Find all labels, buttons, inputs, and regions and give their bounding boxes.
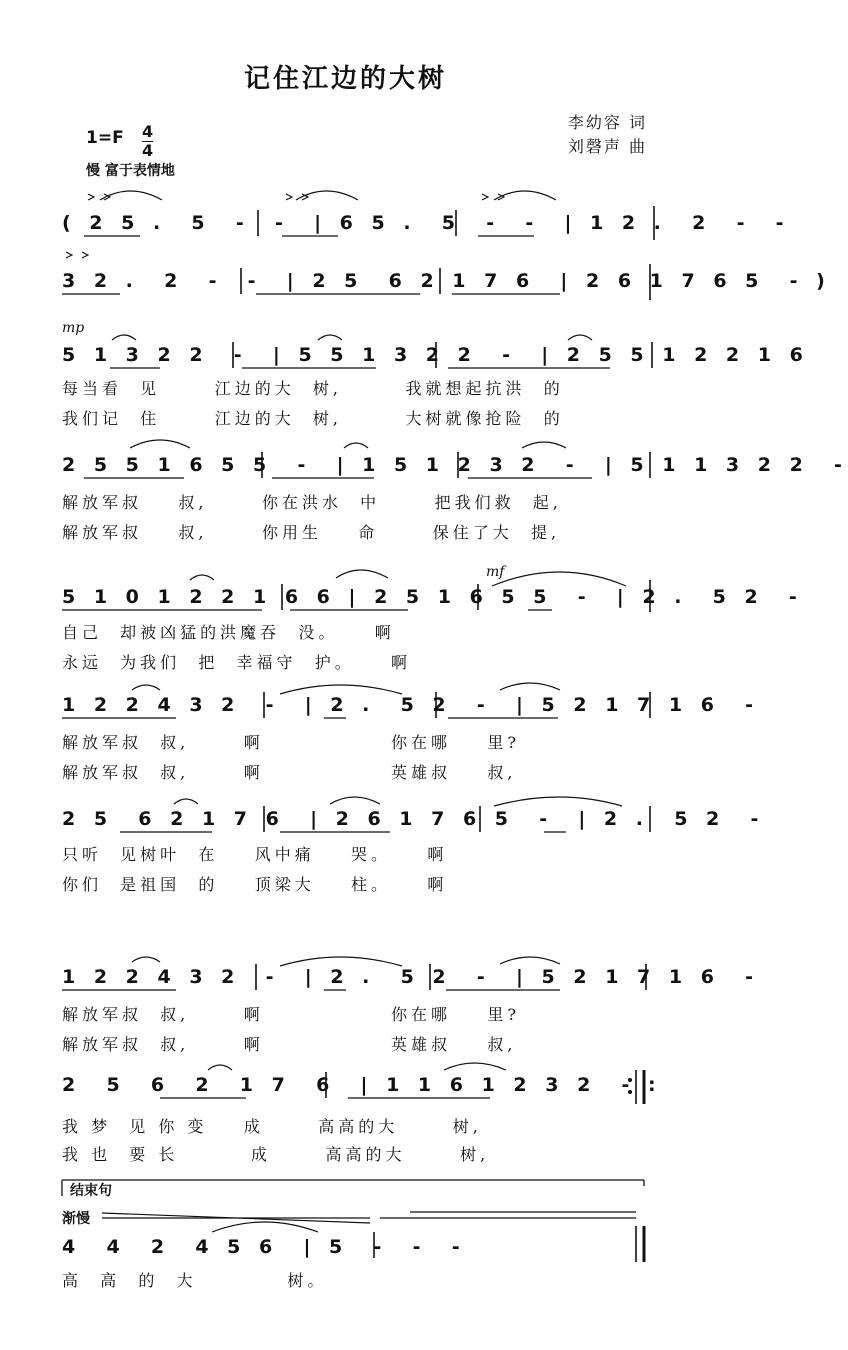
lyrics-system-3-verse-2: 我们记 住 江边的大 树, 大树就像抢险 的 <box>62 409 564 428</box>
lyrics-system-3-verse-1: 每当看 见 江边的大 树, 我就想起抗洪 的 <box>62 379 564 398</box>
ending-label: 结束句 <box>70 1183 112 1199</box>
tempo-marking: 慢 富于表情地 <box>86 163 175 179</box>
lyrics-system-9-verse-1: 我 梦 见 你 变 成 高高的大 树, <box>62 1117 482 1136</box>
lyrics-system-5-verse-2: 永远 为我们 把 幸福守 护。 啊 <box>62 653 412 672</box>
lyrics-system-7-verse-1: 只听 见树叶 在 风中痛 哭。 啊 <box>62 845 448 864</box>
notes-system-5: 5 1 0 1 2 2 1 6 6 | 2 5 1 6 5 5 - | 2 . 5 2 - <box>62 586 803 608</box>
lyrics-system-6-verse-2: 解放军叔 叔, 啊 英雄叔 叔, <box>62 763 517 782</box>
notes-system-6: 1 2 2 4 3 2 - | 2 . 5 2 - | 5 2 1 7 1 6 - <box>62 694 760 716</box>
meter-top: 4 <box>142 122 154 141</box>
dynamic-mp: mp <box>62 320 85 336</box>
time-signature <box>142 124 153 159</box>
meter-bottom: 4 <box>142 141 154 160</box>
song-title: 记住江边的大树 <box>243 64 447 94</box>
dynamic-mf: mf <box>486 564 505 580</box>
key-signature: 1=F <box>86 128 124 148</box>
notes-system-1: ( 2 5 . 5 - - | 6 5 . 5 - - | 1 2 . 2 - - <box>62 212 790 234</box>
lyrics-system-7-verse-2: 你们 是祖国 的 顶梁大 柱。 啊 <box>62 875 448 894</box>
lyrics-system-8-verse-2: 解放军叔 叔, 啊 英雄叔 叔, <box>62 1035 517 1054</box>
notes-system-10: 4 4 2 4 5 6 | 5 - - - <box>62 1236 466 1258</box>
notes-system-9: 2 5 6 2 1 7 6 | 1 1 6 1 2 3 2 - : <box>62 1074 662 1096</box>
lyrics-system-9-verse-2: 我 也 要 长 成 高高的大 树, <box>62 1145 490 1164</box>
notes-system-7: 2 5 6 2 1 7 6 | 2 6 1 7 6 5 - | 2 . 5 2 - <box>62 808 765 830</box>
notes-system-3: 5 1 3 2 2 - | 5 5 1 3 2 2 - | 2 5 5 1 2 2 1 6 <box>62 344 809 366</box>
notes-system-2: 3 2 . 2 - - | 2 5 6 2 1 7 6 | 2 6 1 7 6 5 - ) <box>62 270 831 292</box>
rit-label: 渐慢 <box>62 1211 90 1227</box>
notes-system-4: 2 5 5 1 6 5 5 - | 1 5 1 2 3 2 - | 5 1 1 3 2 2 - <box>62 454 848 476</box>
lyrics-system-10-verse-1: 高 高 的 大 树。 <box>62 1271 328 1290</box>
lyricist-credit: 李幼容 词 <box>567 113 647 132</box>
notes-system-8: 1 2 2 4 3 2 - | 2 . 5 2 - | 5 2 1 7 1 6 - <box>62 966 760 988</box>
lyrics-system-4-verse-1: 解放军叔 叔, 你在洪水 中 把我们救 起, <box>62 493 562 512</box>
lyrics-system-5-verse-1: 自己 却被凶猛的洪魔吞 没。 啊 <box>62 623 395 642</box>
composer-credit: 刘磬声 曲 <box>567 137 647 156</box>
lyrics-system-8-verse-1: 解放军叔 叔, 啊 你在哪 里? <box>62 1005 520 1024</box>
lyrics-system-6-verse-1: 解放军叔 叔, 啊 你在哪 里? <box>62 733 520 752</box>
lyrics-system-4-verse-2: 解放军叔 叔, 你用生 命 保住了大 提, <box>62 523 561 542</box>
